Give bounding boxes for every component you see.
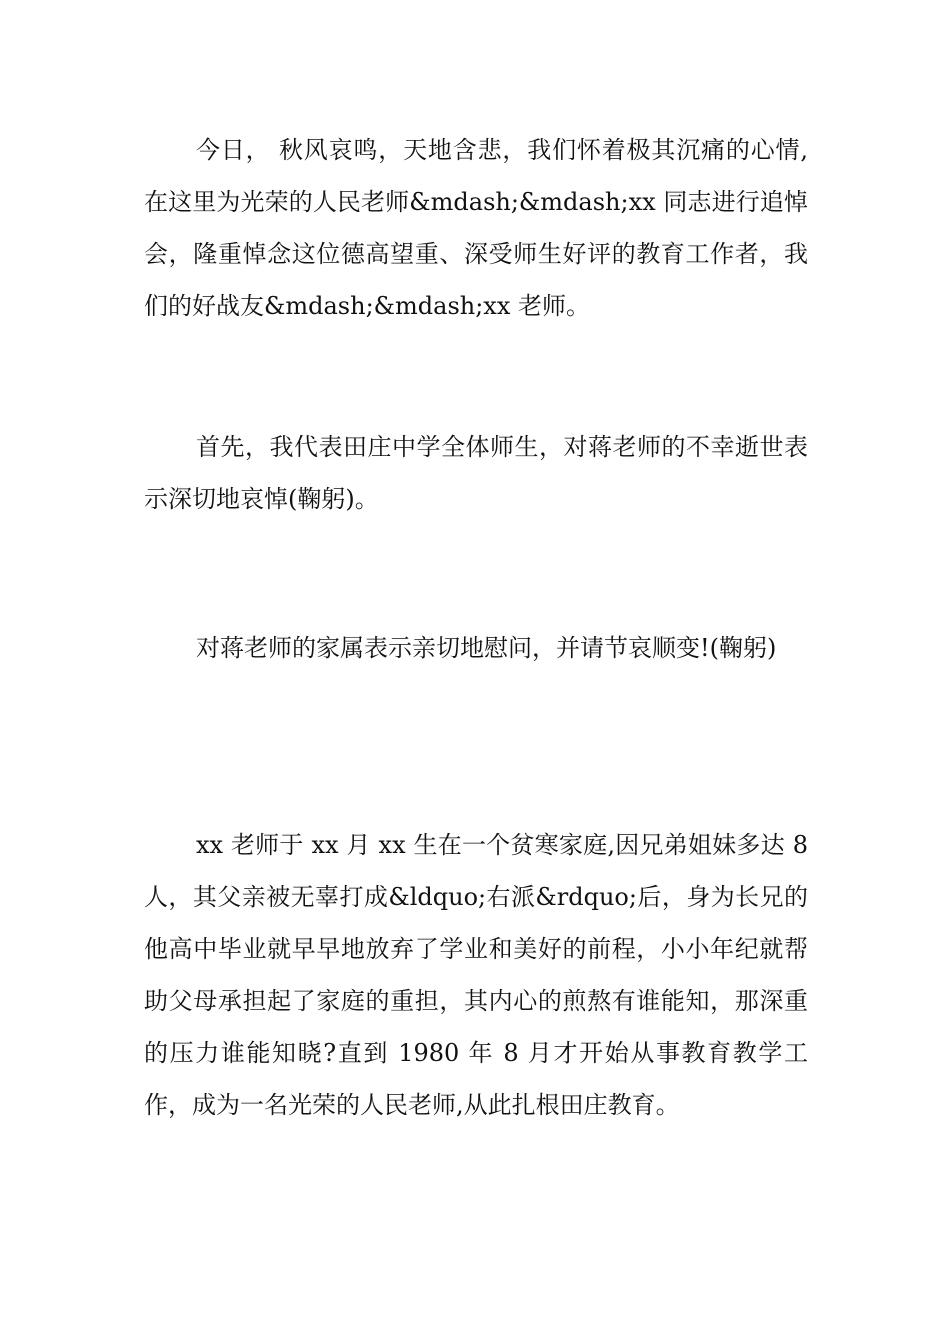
paragraph-biography: xx 老师于 xx 月 xx 生在一个贫寒家庭,因兄弟姐妹多达 8 人，其父亲被无辜打成&ldquo;右派&rdquo;后，身为长兄的他高中毕业就早早地放弃了学业和美好的前程，小小年纪就帮助父母承担起了家庭的重担，其内心的煎熬有谁能知，那深重的压力谁能知晓?直到 1980 年 8 月才开始从事教育教学工作，成为一名光荣的人民老师,从此扎根田庄教育。: [144, 831, 808, 1119]
paragraph-condolence-bow: 首先，我代表田庄中学全体师生，对蒋老师的不幸逝世表示深切地哀悼(鞠躬)。: [144, 433, 808, 513]
paragraph-memorial-opening: 今日， 秋风哀鸣，天地含悲，我们怀着极其沉痛的心情,在这里为光荣的人民老师&mdash;&mdash;xx 同志进行追悼会，隆重悼念这位德高望重、深受师生好评的教育工作者，我们的好战友&mdash;&mdash;xx 老师。: [144, 136, 808, 320]
paragraph-family-sympathy: 对蒋老师的家属表示亲切地慰问，并请节哀顺变!(鞠躬): [196, 634, 777, 662]
